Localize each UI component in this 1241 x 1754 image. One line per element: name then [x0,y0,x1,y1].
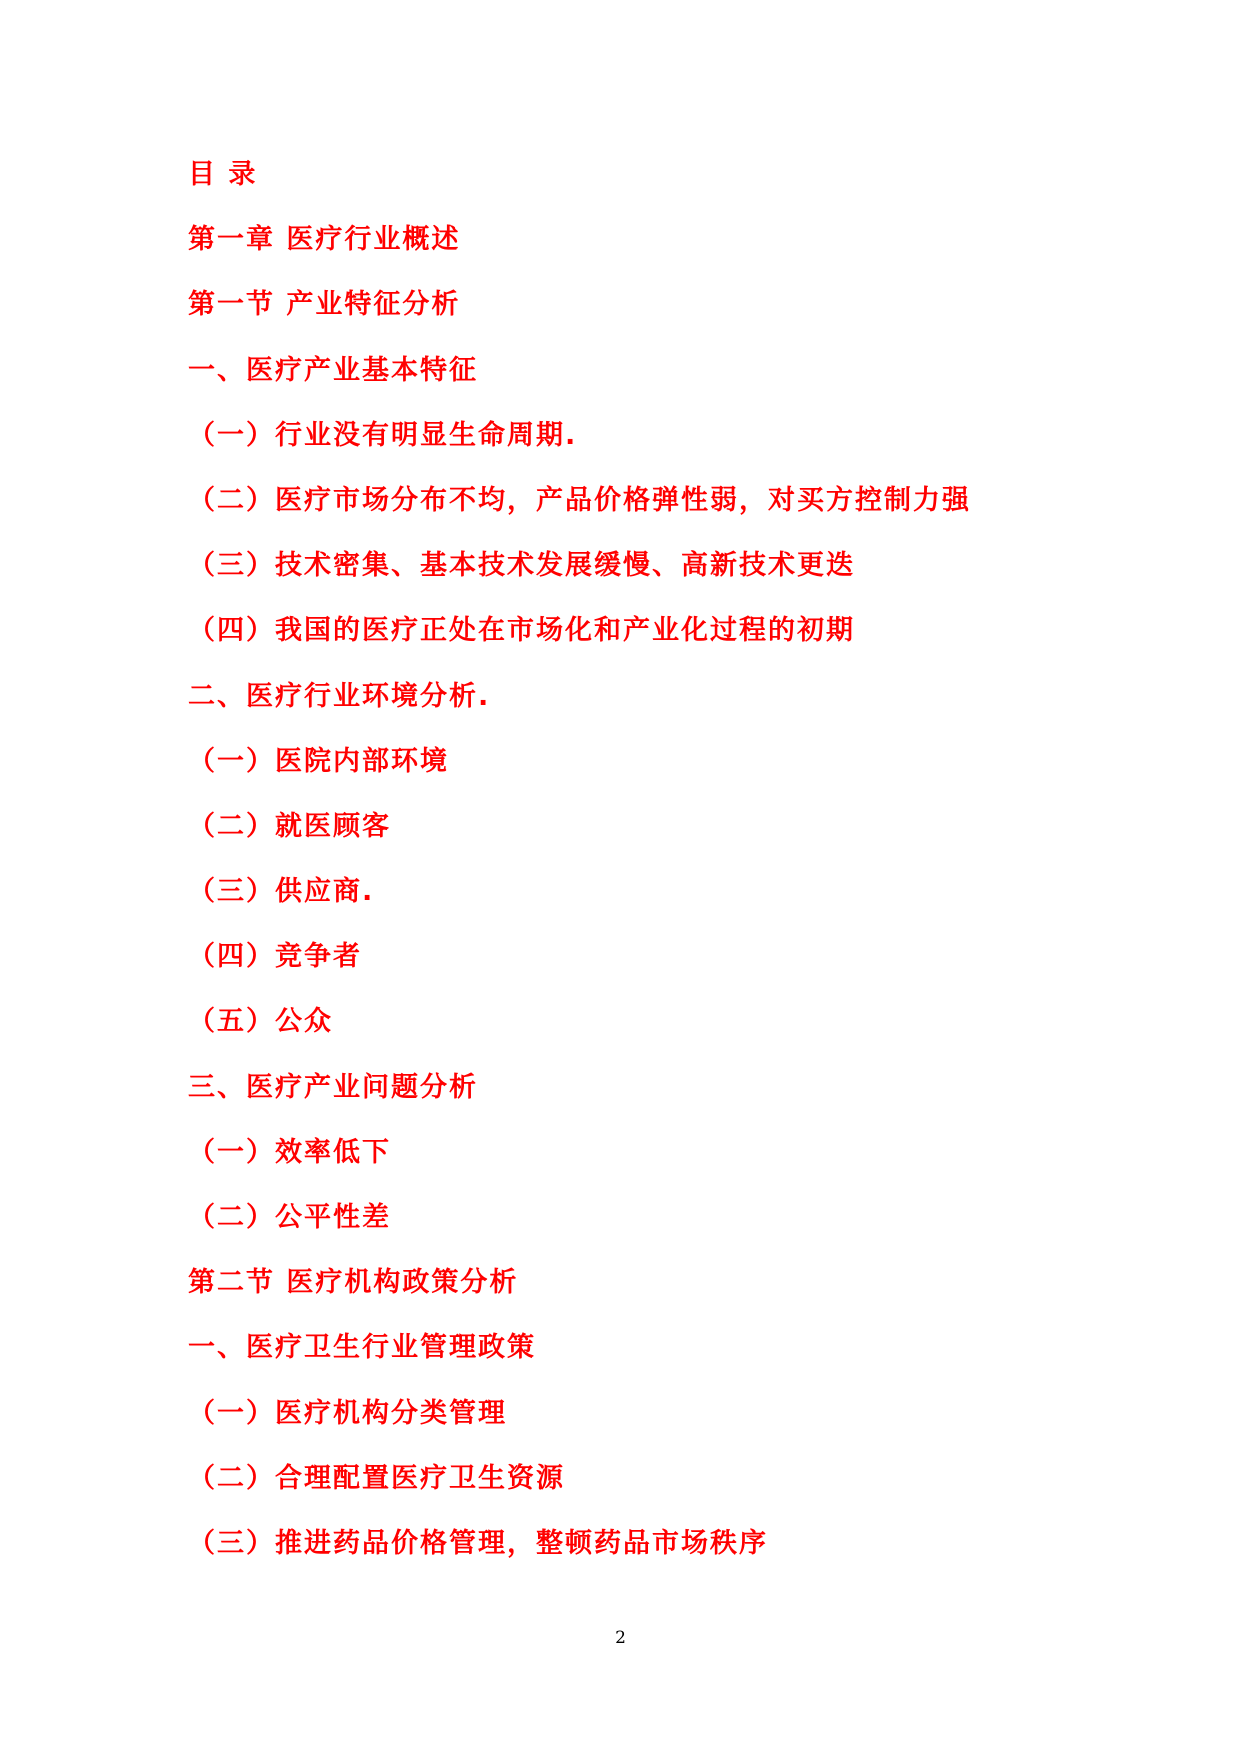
toc-subitem-4-2: （二）合理配置医疗卫生资源 [188,1462,565,1494]
toc-subitem-2-2: （二）就医顾客 [188,810,391,842]
toc-title: 目 录 [188,159,258,190]
toc-subitem-1-3: （三）技术密集、基本技术发展缓慢、高新技术更迭 [188,550,855,582]
toc-subitem-2-3: （三）供应商. [188,876,375,908]
toc-item-1: 一、医疗产业基本特征 [188,354,478,386]
table-of-contents [188,155,971,1589]
toc-subitem-2-5: （五）公众 [188,1006,333,1038]
toc-subitem-4-1: （一）医疗机构分类管理 [188,1397,507,1429]
toc-section-1: 第一节 产业特征分析 [188,289,461,321]
toc-subitem-3-1: （一）效率低下 [188,1136,391,1168]
toc-chapter-1: 第一章 医疗行业概述 [188,224,461,256]
toc-subitem-3-2: （二）公平性差 [188,1202,391,1233]
toc-item-4: 一、医疗卫生行业管理政策 [188,1332,536,1364]
page-number: 2 [615,1628,626,1648]
toc-subitem-2-1: （一）医院内部环境 [188,745,449,777]
toc-subitem-2-4: （四）竞争者 [188,941,362,973]
toc-subitem-4-3: （三）推进药品价格管理，整顿药品市场秩序 [188,1527,768,1559]
toc-subitem-1-1: （一）行业没有明显生命周期. [188,419,578,451]
toc-subitem-1-2: （二）医疗市场分布不均，产品价格弹性弱，对买方控制力强 [188,484,971,516]
toc-item-2: 二、医疗行业环境分析. [188,680,491,712]
toc-item-3: 三、医疗产业问题分析 [188,1071,478,1103]
toc-subitem-1-4: （四）我国的医疗正处在市场化和产业化过程的初期 [188,615,855,647]
toc-section-2: 第二节 医疗机构政策分析 [188,1267,519,1299]
